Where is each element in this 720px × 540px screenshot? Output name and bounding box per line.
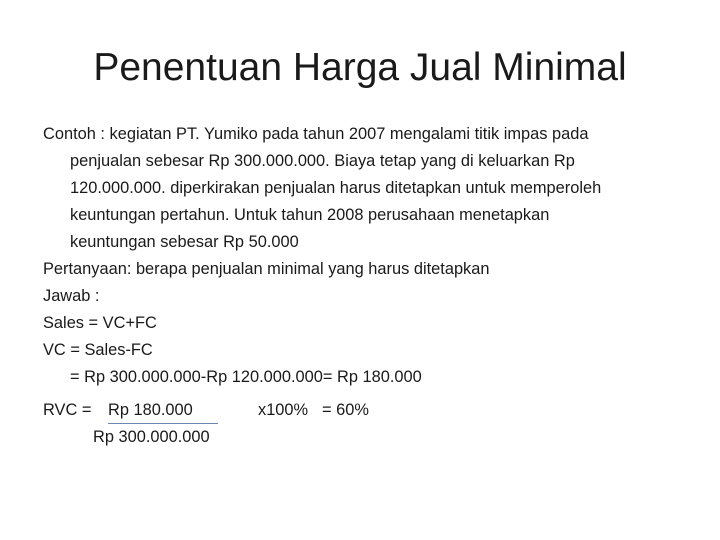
vc-calculation: = Rp 300.000.000-Rp 120.000.000= Rp 180.000 [70,368,422,386]
answer-label: Jawab : [43,287,100,305]
vc-formula: VC = Sales-FC [43,341,153,359]
sales-formula: Sales = VC+FC [43,314,157,332]
rvc-numerator: Rp 180.000 [108,401,193,419]
body-line-4: keuntungan pertahun. Untuk tahun 2008 perusahaan menetapkan [70,206,550,224]
body-line-1: Contoh : kegiatan PT. Yumiko pada tahun 2007 mengalami titik impas pada [43,125,589,143]
question-line: Pertanyaan: berapa penjualan minimal yang harus ditetapkan [43,260,490,278]
body-line-2: penjualan sebesar Rp 300.000.000. Biaya tetap yang di keluarkan Rp [70,152,575,170]
rvc-label: RVC = [43,401,92,419]
rvc-multiplier: x100% [258,401,309,419]
rvc-result: = 60% [322,401,369,419]
body-line-5: keuntungan sebesar Rp 50.000 [70,233,299,251]
body-line-3: 120.000.000. diperkirakan penjualan harus ditetapkan untuk memperoleh [70,179,602,197]
rvc-denominator: Rp 300.000.000 [93,428,210,446]
slide-title: Penentuan Harga Jual Minimal [93,46,627,89]
